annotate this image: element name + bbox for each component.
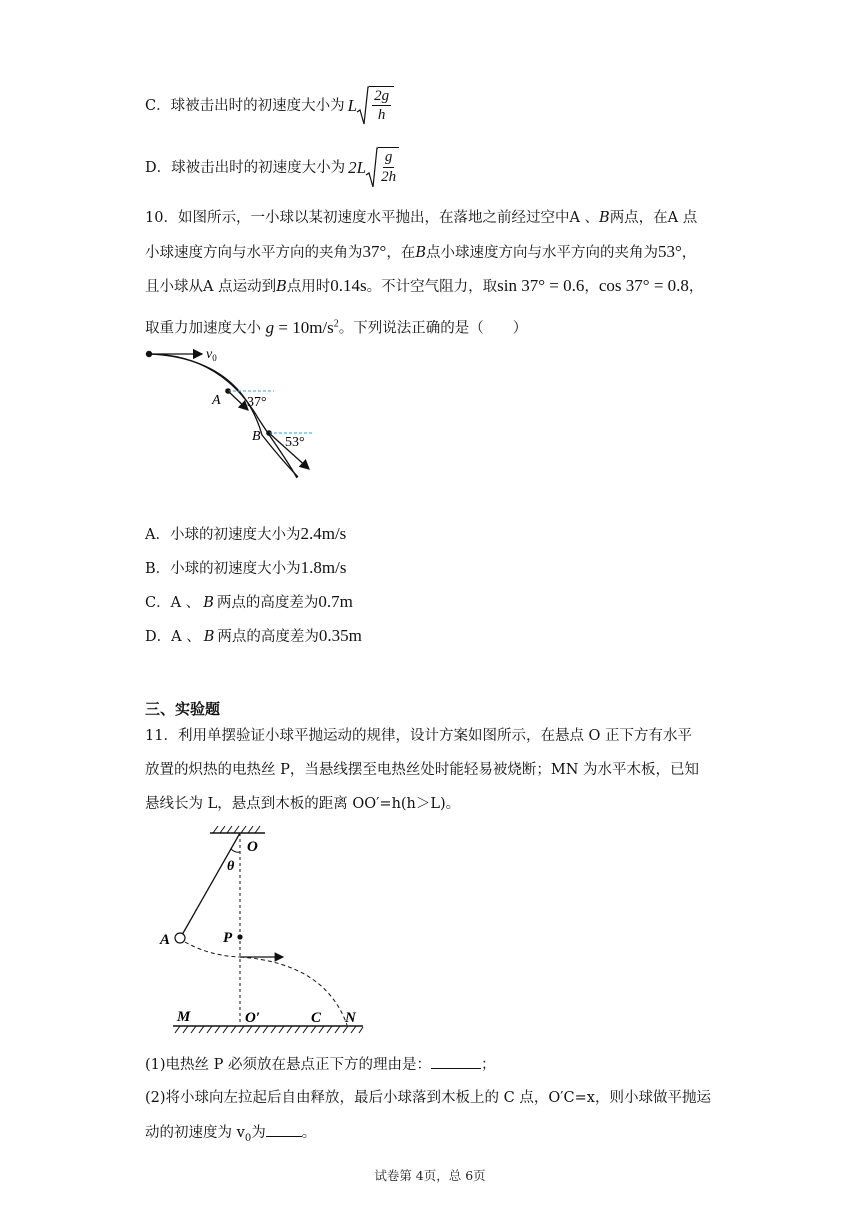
answer-blank[interactable] (266, 1122, 302, 1137)
trajectory-curve (149, 354, 298, 477)
q10-option-d (145, 626, 362, 647)
q10-option-d-value: 0.35m (318, 626, 362, 645)
point-a-label: A (212, 393, 221, 408)
q11-line3: 悬线长为 L，悬点到木板的距离 OO′=h(h＞L)。 (145, 796, 461, 812)
angle-37-label: 37° (247, 395, 267, 410)
q10-gravity: $g = 10m/s^2$ (265, 317, 339, 337)
q10-angle-53: 53° (657, 242, 682, 261)
q10-text: 取重力加速度大小 (145, 320, 261, 337)
answer-blank[interactable] (431, 1054, 481, 1069)
q10-text: 且小球从A 点运动到 (145, 279, 277, 295)
q10-option-b-value: 1.8m/s (300, 558, 347, 577)
q10-point-b: B (203, 595, 214, 611)
label-c: C (311, 1010, 322, 1026)
q10-option-d-text: 两点的高度差为 (217, 629, 319, 645)
q10-line3 (145, 276, 703, 297)
q10-point-b: B (276, 279, 287, 295)
q10-cos: cos 37° = 0.8 (598, 276, 689, 295)
board-mn (173, 1026, 363, 1033)
q11-sub2-end: 。 (301, 1125, 317, 1141)
option-d-num: g (383, 148, 395, 168)
q10-line1 (145, 208, 697, 228)
label-a: A (160, 932, 171, 948)
option-c-sqrt (357, 86, 394, 126)
q10-option-d-text: D．A 、 (145, 629, 201, 645)
q10-point-b: B (599, 210, 610, 226)
q10-sin: sin 37° = 0.6 (497, 276, 585, 295)
angle-53-label: 53° (285, 435, 305, 450)
pendulum-ball (175, 933, 185, 943)
q10-text: 。下列说法正确的是（ ） (338, 320, 528, 337)
q10-option-a (145, 524, 346, 545)
label-p: P (223, 930, 233, 946)
q11-sub2-line1: (2)将小球向左拉起后自由释放，最后小球落到木板上的 C 点，O′C=x，则小球做平抛运 (145, 1090, 711, 1106)
q10-option-a-text: A．小球的初速度大小为 (145, 527, 301, 543)
q10-text: 10．如图所示，一小球以某初速度水平抛出，在落地之前经过空中A 、 (145, 210, 600, 226)
q10-option-b-text: B．小球的初速度大小为 (145, 561, 301, 577)
q10-text: ， (681, 245, 697, 261)
label-theta: θ (227, 859, 235, 874)
q11-sub2-line2 (145, 1122, 316, 1149)
point-a-velocity-arrow (228, 391, 248, 410)
option-c-den: h (377, 107, 386, 123)
q11-sub2-text: 为 (251, 1125, 266, 1141)
q10-text: 小球速度方向与水平方向的夹角为 (145, 245, 363, 261)
page-footer: 试卷第 4页，总 6页 (374, 1168, 486, 1183)
q10-text: ， (688, 279, 704, 295)
option-d-sqrt (366, 147, 399, 189)
q11-sub1-end: ； (481, 1057, 496, 1073)
option-d-den: 2h (381, 169, 397, 185)
option-d (145, 146, 399, 190)
q10-text: 两点，在A 点 (609, 210, 698, 226)
label-o-prime: O′ (245, 1010, 261, 1026)
q10-line2 (145, 242, 696, 263)
q10-text: 点小球速度方向与水平方向的夹角为 (425, 245, 658, 261)
option-c-num: 2g (374, 88, 390, 104)
q10-point-b: B (203, 629, 215, 645)
q11-line1: 11．利用单摆验证小球平抛运动的规律，设计方案如图所示，在悬点 O 正下方有水平 (145, 728, 693, 744)
ceiling-hatch (210, 826, 265, 833)
q10-option-c-text: 两点的高度差为 (216, 595, 319, 611)
q10-line4 (145, 314, 527, 339)
q10-text: ， (584, 279, 599, 295)
label-o: O (247, 839, 258, 855)
q10-figure (140, 340, 330, 485)
q10-option-c-value: 0.7m (318, 592, 353, 611)
q11-line2: 放置的炽热的电热丝 P，当悬线摆至电热丝处时能轻易被烧断；MN 为水平木板，已知 (145, 762, 700, 778)
q11-figure (160, 825, 375, 1035)
q11-sub2-subscript: 0 (244, 1132, 252, 1144)
trajectory-curve (149, 354, 297, 478)
q10-option-a-value: 2.4m/s (300, 524, 347, 543)
q10-point-b: B (415, 245, 426, 261)
point-b-label: B (252, 429, 261, 444)
v0-label: $v_0$ (206, 347, 217, 363)
q10-gravity-exp: 2 (333, 318, 339, 329)
q10-option-b (145, 558, 346, 579)
q10-text: 。不计空气阻力，取 (366, 279, 498, 295)
heater-wire-p (237, 934, 242, 939)
option-c-coef: L (347, 96, 358, 115)
q11-sub2-text: 动的初速度为 v (145, 1125, 245, 1141)
option-d-text: D．球被击出时的初速度大小为 (145, 160, 346, 176)
q10-text: 点用时 (286, 279, 331, 295)
q10-option-c-text: C．A 、 (145, 595, 201, 611)
q10-option-c (145, 592, 353, 613)
option-d-coef: 2L (348, 158, 367, 177)
option-c (145, 86, 394, 126)
q10-angle-37: 37° (362, 242, 387, 261)
q10-text: ，在 (386, 245, 416, 261)
theta-arc (231, 849, 240, 852)
label-n: N (345, 1010, 356, 1026)
pendulum-string (182, 833, 240, 935)
option-c-text: C．球被击出时的初速度大小为 (145, 98, 345, 114)
q10-time: 0.14s (330, 276, 367, 295)
q11-sub1-text: (1)电热丝 P 必须放在悬点正下方的理由是： (145, 1057, 432, 1073)
label-m: M (177, 1009, 191, 1025)
q11-sub1 (145, 1054, 496, 1075)
section-heading: 三、实验题 (145, 700, 221, 718)
